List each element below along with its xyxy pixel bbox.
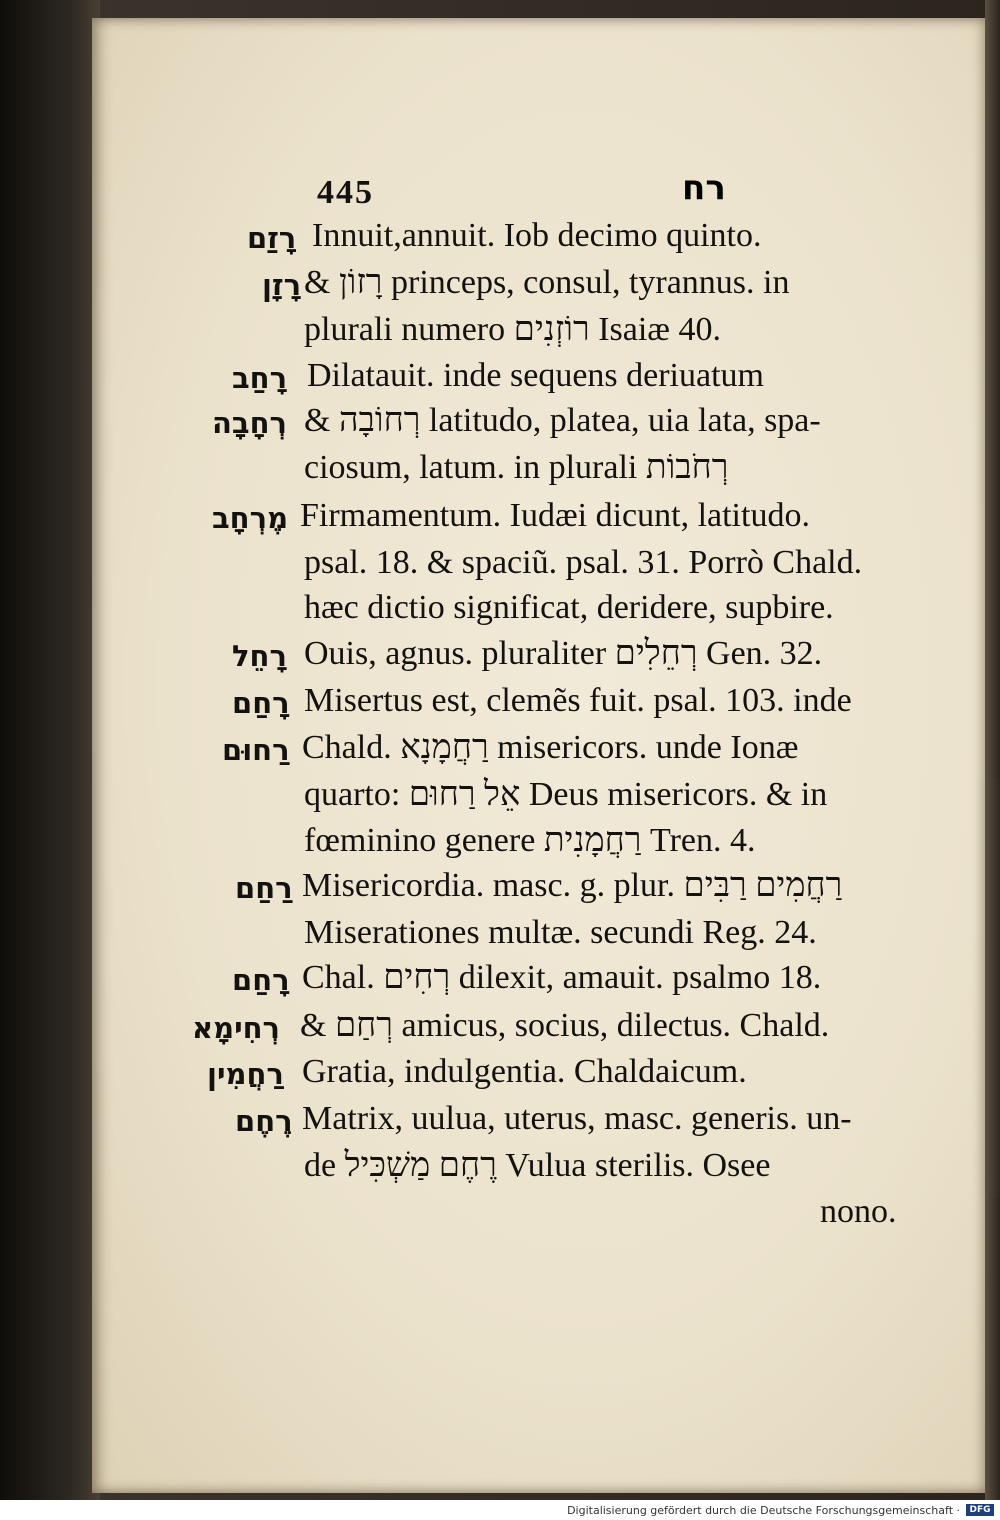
funding-credit: Digitalisierung gefördert durch die Deutsche Forschungsgemeinschaft ·	[567, 1504, 960, 1517]
entry-text: fœminino genere רַחֲמָנִית Tren. 4.	[304, 822, 756, 859]
entry-text: & רָזוֹן princeps, consul, tyrannus. in	[304, 264, 790, 301]
book-page	[92, 18, 985, 1493]
entry-headword: רֶחֶם	[235, 1104, 293, 1138]
entry-text: ciosum, latum. in plurali רְחֹבוֹת	[304, 449, 729, 486]
entry-headword: רָחַב	[232, 361, 288, 395]
entry-text: psal. 18. & spaciũ. psal. 31. Porrò Chald.	[304, 544, 863, 581]
book-gutter-shadow	[0, 0, 100, 1500]
entry-text: plurali numero רוֹזְנִים Isaiæ 40.	[304, 311, 721, 348]
entry-text: Matrix, uulua, uterus, masc. generis. un-	[302, 1100, 852, 1137]
show-through-bleed	[972, 778, 1000, 1198]
entry-text: & רְחַם amicus, socius, dilectus. Chald.	[300, 1007, 830, 1044]
entry-headword: רָחַם	[232, 963, 290, 997]
running-head: רח	[682, 168, 726, 208]
entry-text: Chald. רַחֲמָנָא misericors. unde Ionæ	[302, 729, 799, 766]
entry-text: Miserationes multæ. secundi Reg. 24.	[304, 914, 817, 951]
entry-headword: רְחָבָה	[212, 406, 287, 440]
entry-text: Chal. רְחִים dilexit, amauit. psalmo 18.	[302, 959, 822, 996]
entry-text: Gratia, indulgentia. Chaldaicum.	[302, 1053, 747, 1090]
entry-text: Dilatauit. inde sequens deriuatum	[307, 357, 764, 394]
entry-headword: רָחֵל	[232, 639, 287, 673]
page-number: 445	[317, 174, 374, 211]
entry-text: Misertus est, clemẽs fuit. psal. 103. inde	[304, 682, 852, 719]
entry-text: quarto: אֵל רַחוּם Deus misericors. & in	[304, 776, 828, 813]
entry-headword: רָזַם	[247, 221, 297, 255]
entry-headword: מֶרְחָב	[212, 501, 289, 535]
entry-text: Misericordia. masc. g. plur. רַחֲמִים רַבִּים	[302, 867, 843, 904]
entry-text: hæc dictio significat, deridere, supbire.	[304, 589, 834, 626]
entry-text: Ouis, agnus. pluraliter רְחֵלִים Gen. 32.	[304, 635, 823, 672]
entry-text: nono.	[820, 1193, 897, 1230]
entry-headword: רָזָן	[262, 268, 302, 302]
entry-headword: רַחוּם	[222, 733, 290, 767]
digitization-footer	[0, 1500, 1000, 1520]
entry-text: Innuit,annuit. Iob decimo quinto.	[312, 217, 762, 254]
page-edge	[985, 0, 1000, 1500]
dfg-logo: DFG	[966, 1504, 994, 1516]
entry-text: & רְחוֹבָה latitudo, platea, uia lata, spa-	[304, 402, 821, 439]
entry-text: Firmamentum. Iudæi dicunt, latitudo.	[300, 497, 810, 534]
entry-headword: רַחַם	[235, 871, 293, 905]
entry-headword: רָחַם	[232, 686, 290, 720]
entry-headword: רַחֲמִין	[207, 1057, 284, 1091]
entry-text: de רֶחֶם מַשְׁכִּיל Vulua sterilis. Osee	[304, 1147, 771, 1184]
entry-headword: רְחִימָא	[192, 1011, 281, 1045]
